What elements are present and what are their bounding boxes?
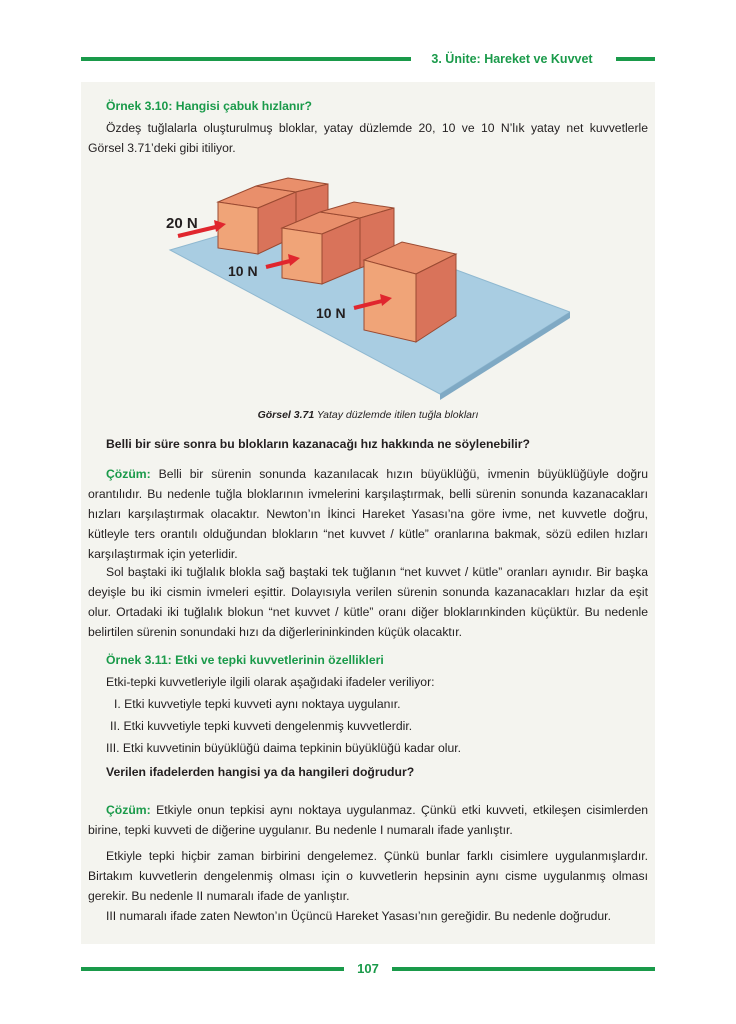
statement-iii: III. Etki kuvvetinin büyüklüğü daima tepkinin büyüklüğü kadar olur. bbox=[106, 741, 461, 755]
example-3-11-question: Verilen ifadelerden hangisi ya da hangileri doğrudur? bbox=[106, 765, 415, 779]
header-rule-left bbox=[81, 57, 411, 61]
statement-ii: II. Etki kuvvetiyle tepki kuvveti dengelenmiş kuvvetlerdir. bbox=[110, 719, 413, 733]
force-label-10n-middle: 10 N bbox=[228, 263, 258, 279]
example-3-10-question: Belli bir süre sonra bu blokların kazanacağı hız hakkında ne söylenebilir? bbox=[106, 437, 530, 451]
example-3-10-title: Örnek 3.10: Hangisi çabuk hızlanır? bbox=[106, 99, 312, 113]
force-label-20n: 20 N bbox=[166, 215, 198, 232]
example-3-10-solution-p2: Sol baştaki iki tuğlalık blokla sağ baştaki tek tuğlanın “net kuvvet / kütle” oranları aynıdır. Bir başka deyişle bu iki cismin ivmeleri eşittir. Dolayısıyla verilen sürenin sonunda kazanacakları hızlar da eşit olur. Ortadaki iki tuğlalık blokun “net kuvvet / kütle” oranı diğer bloklarınkinden küçüktür. Bu nedenle belirtilen sürenin sonundaki hızı da diğerlerininkinden küçük olacaktır. bbox=[88, 565, 648, 639]
solution-2-p1-text: Etkiyle onun tepkisi aynı noktaya uygulanmaz. Çünkü etki kuvveti, etkileşen cisimlerden birine, tepki kuvveti de diğerine uygulanır. Bu nedenle I numaralı ifade yanlıştır. bbox=[88, 803, 648, 837]
statement-i: I. Etki kuvvetiyle tepki kuvveti aynı noktaya uygulanır. bbox=[114, 697, 401, 711]
unit-title: 3. Ünite: Hareket ve Kuvvet bbox=[431, 52, 593, 66]
figure-caption-label: Görsel 3.71 bbox=[257, 409, 315, 421]
header-rule-right bbox=[616, 57, 655, 61]
example-3-10-intro: Özdeş tuğlalarla oluşturulmuş bloklar, yatay düzlemde 20, 10 ve 10 N’lık yatay net kuvvetlerle Görsel 3.71’deki gibi itiliyor. bbox=[88, 121, 648, 155]
force-label-10n-right: 10 N bbox=[316, 305, 346, 321]
solution-label: Çözüm: bbox=[106, 467, 151, 481]
example-3-11-solution-p3: III numaralı ifade zaten Newton’ın Üçüncü Hareket Yasası’nın gereğidir. Bu nedenle doğrudur. bbox=[106, 909, 611, 923]
example-3-11-intro: Etki-tepki kuvvetleriyle ilgili olarak aşağıdaki ifadeler veriliyor: bbox=[106, 675, 435, 689]
figure-caption-text: Yatay düzlemde itilen tuğla blokları bbox=[314, 409, 479, 421]
example-3-10-solution-p1 bbox=[88, 464, 648, 564]
brick-blocks-figure bbox=[150, 172, 570, 400]
footer-rule-left bbox=[81, 967, 344, 971]
example-3-11-solution-p1 bbox=[88, 800, 648, 840]
example-3-11-title: Örnek 3.11: Etki ve tepki kuvvetlerinin özellikleri bbox=[106, 653, 384, 667]
solution-label-2: Çözüm: bbox=[106, 803, 151, 817]
page-number: 107 bbox=[357, 961, 379, 976]
solution-p1-text: Belli bir sürenin sonunda kazanılacak hızın büyüklüğü, ivmenin büyüklüğüyle doğru orantılıdır. Bu nedenle tuğla bloklarının ivmelerini karşılaştırmak, belli sürenin sonunda kazanacakları hızları karşılaştırmak olacaktır. Newton’ın İkinci Hareket Yasası’na göre ivme, net kuvvetle doğru, kütleyle ters orantılı olduğundan blokların “net kuvvet / kütle” oranlarına bakmak, sözü edilen hızları karşılaştırmak için yeterlidir. bbox=[88, 467, 648, 561]
footer-rule-right bbox=[392, 967, 655, 971]
figure-caption bbox=[88, 408, 648, 422]
example-3-11-solution-p2: Etkiyle tepki hiçbir zaman birbirini dengelemez. Çünkü bunlar farklı cisimlere uygulanmışlardır. Birtakım kuvvetlerin dengelenmiş olması için o kuvvetlerin hepsinin aynı cisme uygulanmış olması gerekir. Bu nedenle II numaralı ifade de yanlıştır. bbox=[88, 849, 648, 903]
